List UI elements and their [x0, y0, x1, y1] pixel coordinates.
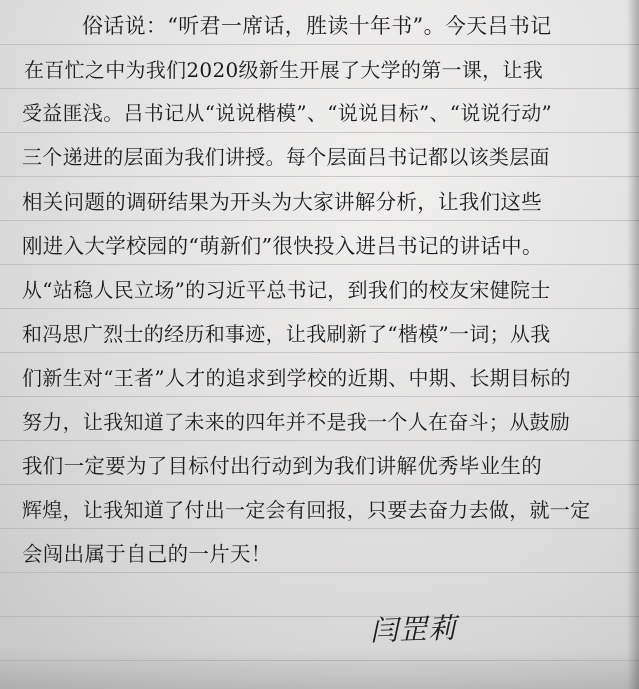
letter-line: 刚进入大学校园的“萌新们”很快投入进吕书记的讲话中。: [22, 234, 543, 258]
letter-line: 辉煌，让我知道了付出一定会有回报，只要去奋力去做，就一定: [22, 498, 591, 522]
ruled-line: [0, 220, 639, 221]
letter-line: 我们一定要为了目标付出行动到为我们讲解优秀毕业生的: [22, 454, 542, 478]
letter-line: 在百忙之中为我们2020级新生开展了大学的第一课，让我: [24, 58, 543, 82]
author-signature: 闫罡莉: [369, 611, 458, 648]
ruled-line: [0, 132, 639, 133]
letter-line: 们新生对“王者”人才的追求到学校的近期、中期、长期目标的: [22, 366, 571, 390]
ruled-line: [0, 308, 639, 309]
letter-line: 三个递进的层面为我们讲授。每个层面吕书记都以该类层面: [22, 145, 550, 169]
letter-line: 从“站稳人民立场”的习近平总书记，到我们的校友宋健院士: [22, 278, 551, 302]
letter-line: 俗话说：“听君一席话，胜读十年书”。今天吕书记: [82, 14, 552, 38]
ruled-line: [0, 264, 639, 265]
ruled-line: [0, 484, 639, 485]
ruled-line: [0, 88, 639, 89]
paper-bottom-shadow: [0, 649, 639, 689]
ruled-line: [0, 44, 639, 45]
ruled-line: [0, 396, 639, 397]
letter-line: 和冯思广烈士的经历和事迹，让我刷新了“楷模”一词；从我: [22, 322, 551, 346]
letter-line: 会闯出属于自己的一片天！: [22, 542, 272, 566]
ruled-line: [0, 440, 639, 441]
ruled-line: [0, 528, 639, 529]
ruled-line: [0, 616, 639, 617]
ruled-line: [0, 176, 639, 177]
letter-line: 努力，让我知道了未来的四年并不是我一个人在奋斗；从鼓励: [22, 410, 571, 434]
ruled-line: [0, 572, 639, 573]
ruled-line: [0, 352, 639, 353]
letter-line: 相关问题的调研结果为开头为大家讲解分析，让我们这些: [22, 190, 542, 214]
letter-line: 受益匪浅。吕书记从“说说楷模”、“说说目标”、“说说行动”: [22, 101, 553, 125]
paper-edge-shadow: [627, 0, 639, 689]
